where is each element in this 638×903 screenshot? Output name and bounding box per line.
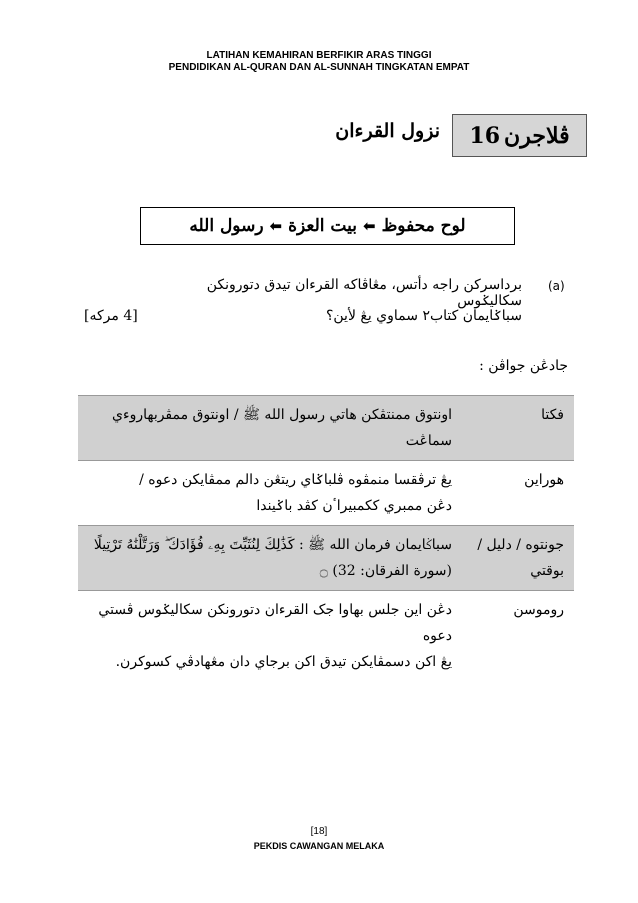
row-subtext: (سورة الفرقان: 32) ۝: [319, 563, 452, 579]
flow-diagram: [140, 207, 515, 245]
table-row: [78, 461, 574, 526]
row-text: اونتوق ممنتڤکن هاتي رسول الله ﷺ / اونتوق ممڤربهاروءي سماڠت: [78, 396, 462, 461]
row-subtext: يڠ اکن دسمڤايکن تيدق اکن برجاي دان مڠهادڤي کسوکرن.: [115, 654, 452, 670]
row-cell: [78, 461, 462, 526]
flow-item-1: لوح محفوظ: [381, 216, 466, 236]
flow-item-2: بيت العزة: [288, 216, 357, 236]
chapter-number: 16: [469, 122, 501, 149]
table-row: [78, 526, 574, 591]
question-line-1: برداسرکن راجه دأتس، مڠاڤاکه القرءان تيدق دتورونکن سکاليݢوس: [206, 277, 522, 309]
table-row: [78, 591, 574, 682]
chapter-title-box: [452, 114, 587, 157]
footer-org: PEKDIS CAWANGAN MELAKA: [253, 841, 385, 851]
header-line-1: LATIHAN KEMAHIRAN BERFIKIR ARAS TINGGI: [206, 50, 432, 61]
row-text: دڠن اين جلس بهاوا جک القرءان دتورونکن سکاليݢوس ڤستي دعوه: [98, 602, 452, 644]
row-cell: [78, 591, 462, 682]
row-cell: [78, 526, 462, 591]
row-label: جونتوه / دليل / بوقتي: [462, 526, 574, 591]
header-line-2: PENDIDIKAN AL-QURAN DAN AL-SUNNAH TINGKATAN EMPAT: [168, 62, 470, 73]
answer-heading: جادڠن جواڤن :: [479, 358, 568, 374]
table-row: [78, 396, 574, 461]
question-label: (a): [548, 279, 565, 293]
chapter-topic: نزول القرءان: [335, 120, 440, 142]
arrow-left-icon: ⬅: [363, 217, 376, 235]
question-line-2: سباݢايمان کتاب٢ سماوي يڠ لأين؟: [325, 308, 522, 324]
row-label: روموسن: [513, 602, 564, 618]
page-number: [18]: [310, 826, 328, 837]
row-text: سباݢايمان فرمان الله ﷺ : كَذَٰلِكَ لِنُثَبِّتَ بِهِۦ فُؤَادَكَ ۖ وَرَتَّلْنَٰهُ تَرْتِيلًا: [93, 537, 452, 553]
row-label: فکتا: [462, 396, 574, 461]
answer-table: [78, 395, 574, 681]
question-marks: [4 مرکه]: [84, 308, 138, 324]
row-text: يڠ ترڤقسا منمڤوه ڤلباݢاي ريتڠن دالم ممڤايکن دعوه /: [139, 472, 452, 488]
row-label: هوراين: [524, 472, 564, 488]
arrow-left-icon: ⬅: [269, 217, 283, 235]
row-subtext: دڠن ممبري ککمبيراٴن کڤد باݢيندا: [256, 498, 452, 514]
chapter-label: ڤلاجرن: [504, 122, 570, 149]
flow-item-3: رسول الله: [189, 216, 264, 236]
